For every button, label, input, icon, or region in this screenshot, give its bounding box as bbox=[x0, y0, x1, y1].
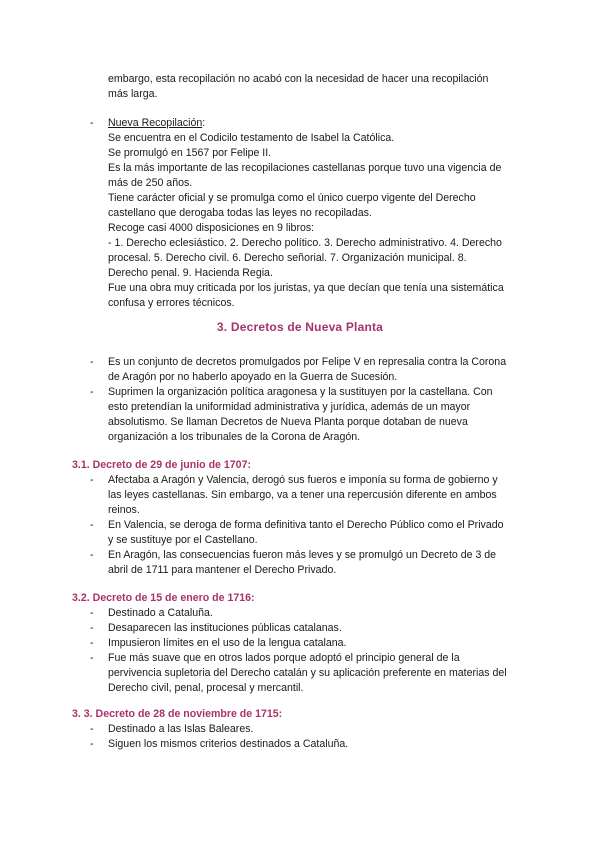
nr-line: Tiene carácter oficial y se promulga como el único cuerpo vigente del Derecho bbox=[108, 192, 476, 204]
bullet-dash: - bbox=[90, 607, 94, 619]
bullet-dash: - bbox=[90, 474, 94, 486]
s3-line: absolutismo. Se llaman Decretos de Nueva Planta porque dotaban de nueva bbox=[108, 416, 468, 428]
s31-line: reinos. bbox=[108, 504, 140, 516]
s31-line: En Valencia, se deroga de forma definitiva tanto el Derecho Público como el Privado bbox=[108, 519, 504, 531]
nr-line: Se encuentra en el Codicilo testamento de Isabel la Católica. bbox=[108, 132, 395, 144]
s3-line: Es un conjunto de decretos promulgados por Felipe V en represalia contra la Corona bbox=[108, 356, 507, 368]
section-heading: 3. Decretos de Nueva Planta bbox=[216, 320, 384, 334]
bullet-dash: - bbox=[90, 356, 94, 368]
s33-line: Siguen los mismos criterios destinados a Cataluña. bbox=[108, 738, 349, 750]
s32-line: Impusieron límites en el uso de la lengua catalana. bbox=[108, 637, 347, 649]
nr-line: - 1. Derecho eclesiástico. 2. Derecho político. 3. Derecho administrativo. 4. Derecho bbox=[108, 237, 502, 249]
s31-line: las leyes castellanas. Sin embargo, va a tener una repercusión diferente en ambos bbox=[108, 489, 497, 501]
s3-line: organización a los tribunales de la Corona de Aragón. bbox=[108, 431, 361, 443]
s32-line: Destinado a Cataluña. bbox=[108, 607, 213, 619]
subsection-heading: 3.1. Decreto de 29 de junio de 1707: bbox=[72, 459, 251, 471]
nr-line: castellano que derogaba todas las leyes no recopiladas. bbox=[108, 207, 372, 219]
nr-line: más de 250 años. bbox=[108, 177, 193, 189]
nr-line: Se promulgó en 1567 por Felipe II. bbox=[108, 147, 272, 159]
bullet-dash: - bbox=[90, 549, 94, 561]
nr-line: confusa y errores técnicos. bbox=[108, 297, 235, 309]
bullet-dash: - bbox=[90, 622, 94, 634]
bullet-dash: - bbox=[90, 637, 94, 649]
nr-line: procesal. 5. Derecho civil. 6. Derecho señorial. 7. Organización municipal. 8. bbox=[108, 252, 467, 264]
subsection-heading: 3.2. Decreto de 15 de enero de 1716: bbox=[72, 592, 255, 604]
s31-line: Afectaba a Aragón y Valencia, derogó sus fueros e imponía su forma de gobierno y bbox=[108, 474, 498, 486]
s3-line: esto pretendían la uniformidad administrativa y jurídica, además de un mayor bbox=[108, 401, 471, 413]
s3-line: de Aragón por no haberlo apoyado en la Guerra de Sucesión. bbox=[108, 371, 398, 383]
bullet-dash: - bbox=[90, 117, 94, 129]
bullet-dash: - bbox=[90, 519, 94, 531]
s32-line: pervivencia supletoria del Derecho catalán y su aplicación preferente en materias del bbox=[108, 667, 507, 679]
nr-line: Derecho penal. 9. Hacienda Regia. bbox=[108, 267, 273, 279]
s31-line: y se sustituye por el Castellano. bbox=[108, 534, 258, 546]
nueva-recopilacion-title: Nueva Recopilación: bbox=[108, 117, 206, 129]
nr-line: Recoge casi 4000 disposiciones en 9 libros: bbox=[108, 222, 315, 234]
s31-line: En Aragón, las consecuencias fueron más leves y se promulgó un Decreto de 3 de bbox=[108, 549, 497, 561]
bullet-dash: - bbox=[90, 738, 94, 750]
bullet-dash: - bbox=[90, 652, 94, 664]
s32-line: Derecho civil, penal, procesal y mercantil. bbox=[108, 682, 304, 694]
intro-line: más larga. bbox=[108, 88, 158, 100]
nueva-recopilacion-title-text: Nueva Recopilación bbox=[108, 117, 203, 129]
s3-line: Suprimen la organización política aragonesa y la sustituyen por la castellana. Con bbox=[108, 386, 493, 398]
s32-line: Fue más suave que en otros lados porque adoptó el principio general de la bbox=[108, 652, 460, 664]
subsection-heading: 3. 3. Decreto de 28 de noviembre de 1715: bbox=[72, 708, 283, 720]
nr-line: Fue una obra muy criticada por los juristas, ya que decían que tenía una sistemática bbox=[108, 282, 504, 294]
bullet-dash: - bbox=[90, 723, 94, 735]
intro-line: embargo, esta recopilación no acabó con la necesidad de hacer una recopilación bbox=[108, 73, 489, 85]
s31-line: abril de 1711 para mantener el Derecho Privado. bbox=[108, 564, 337, 576]
nr-line: Es la más importante de las recopilaciones castellanas porque tuvo una vigencia de bbox=[108, 162, 502, 174]
s32-line: Desaparecen las instituciones públicas catalanas. bbox=[108, 622, 342, 634]
bullet-dash: - bbox=[90, 386, 94, 398]
s33-line: Destinado a las Islas Baleares. bbox=[108, 723, 254, 735]
